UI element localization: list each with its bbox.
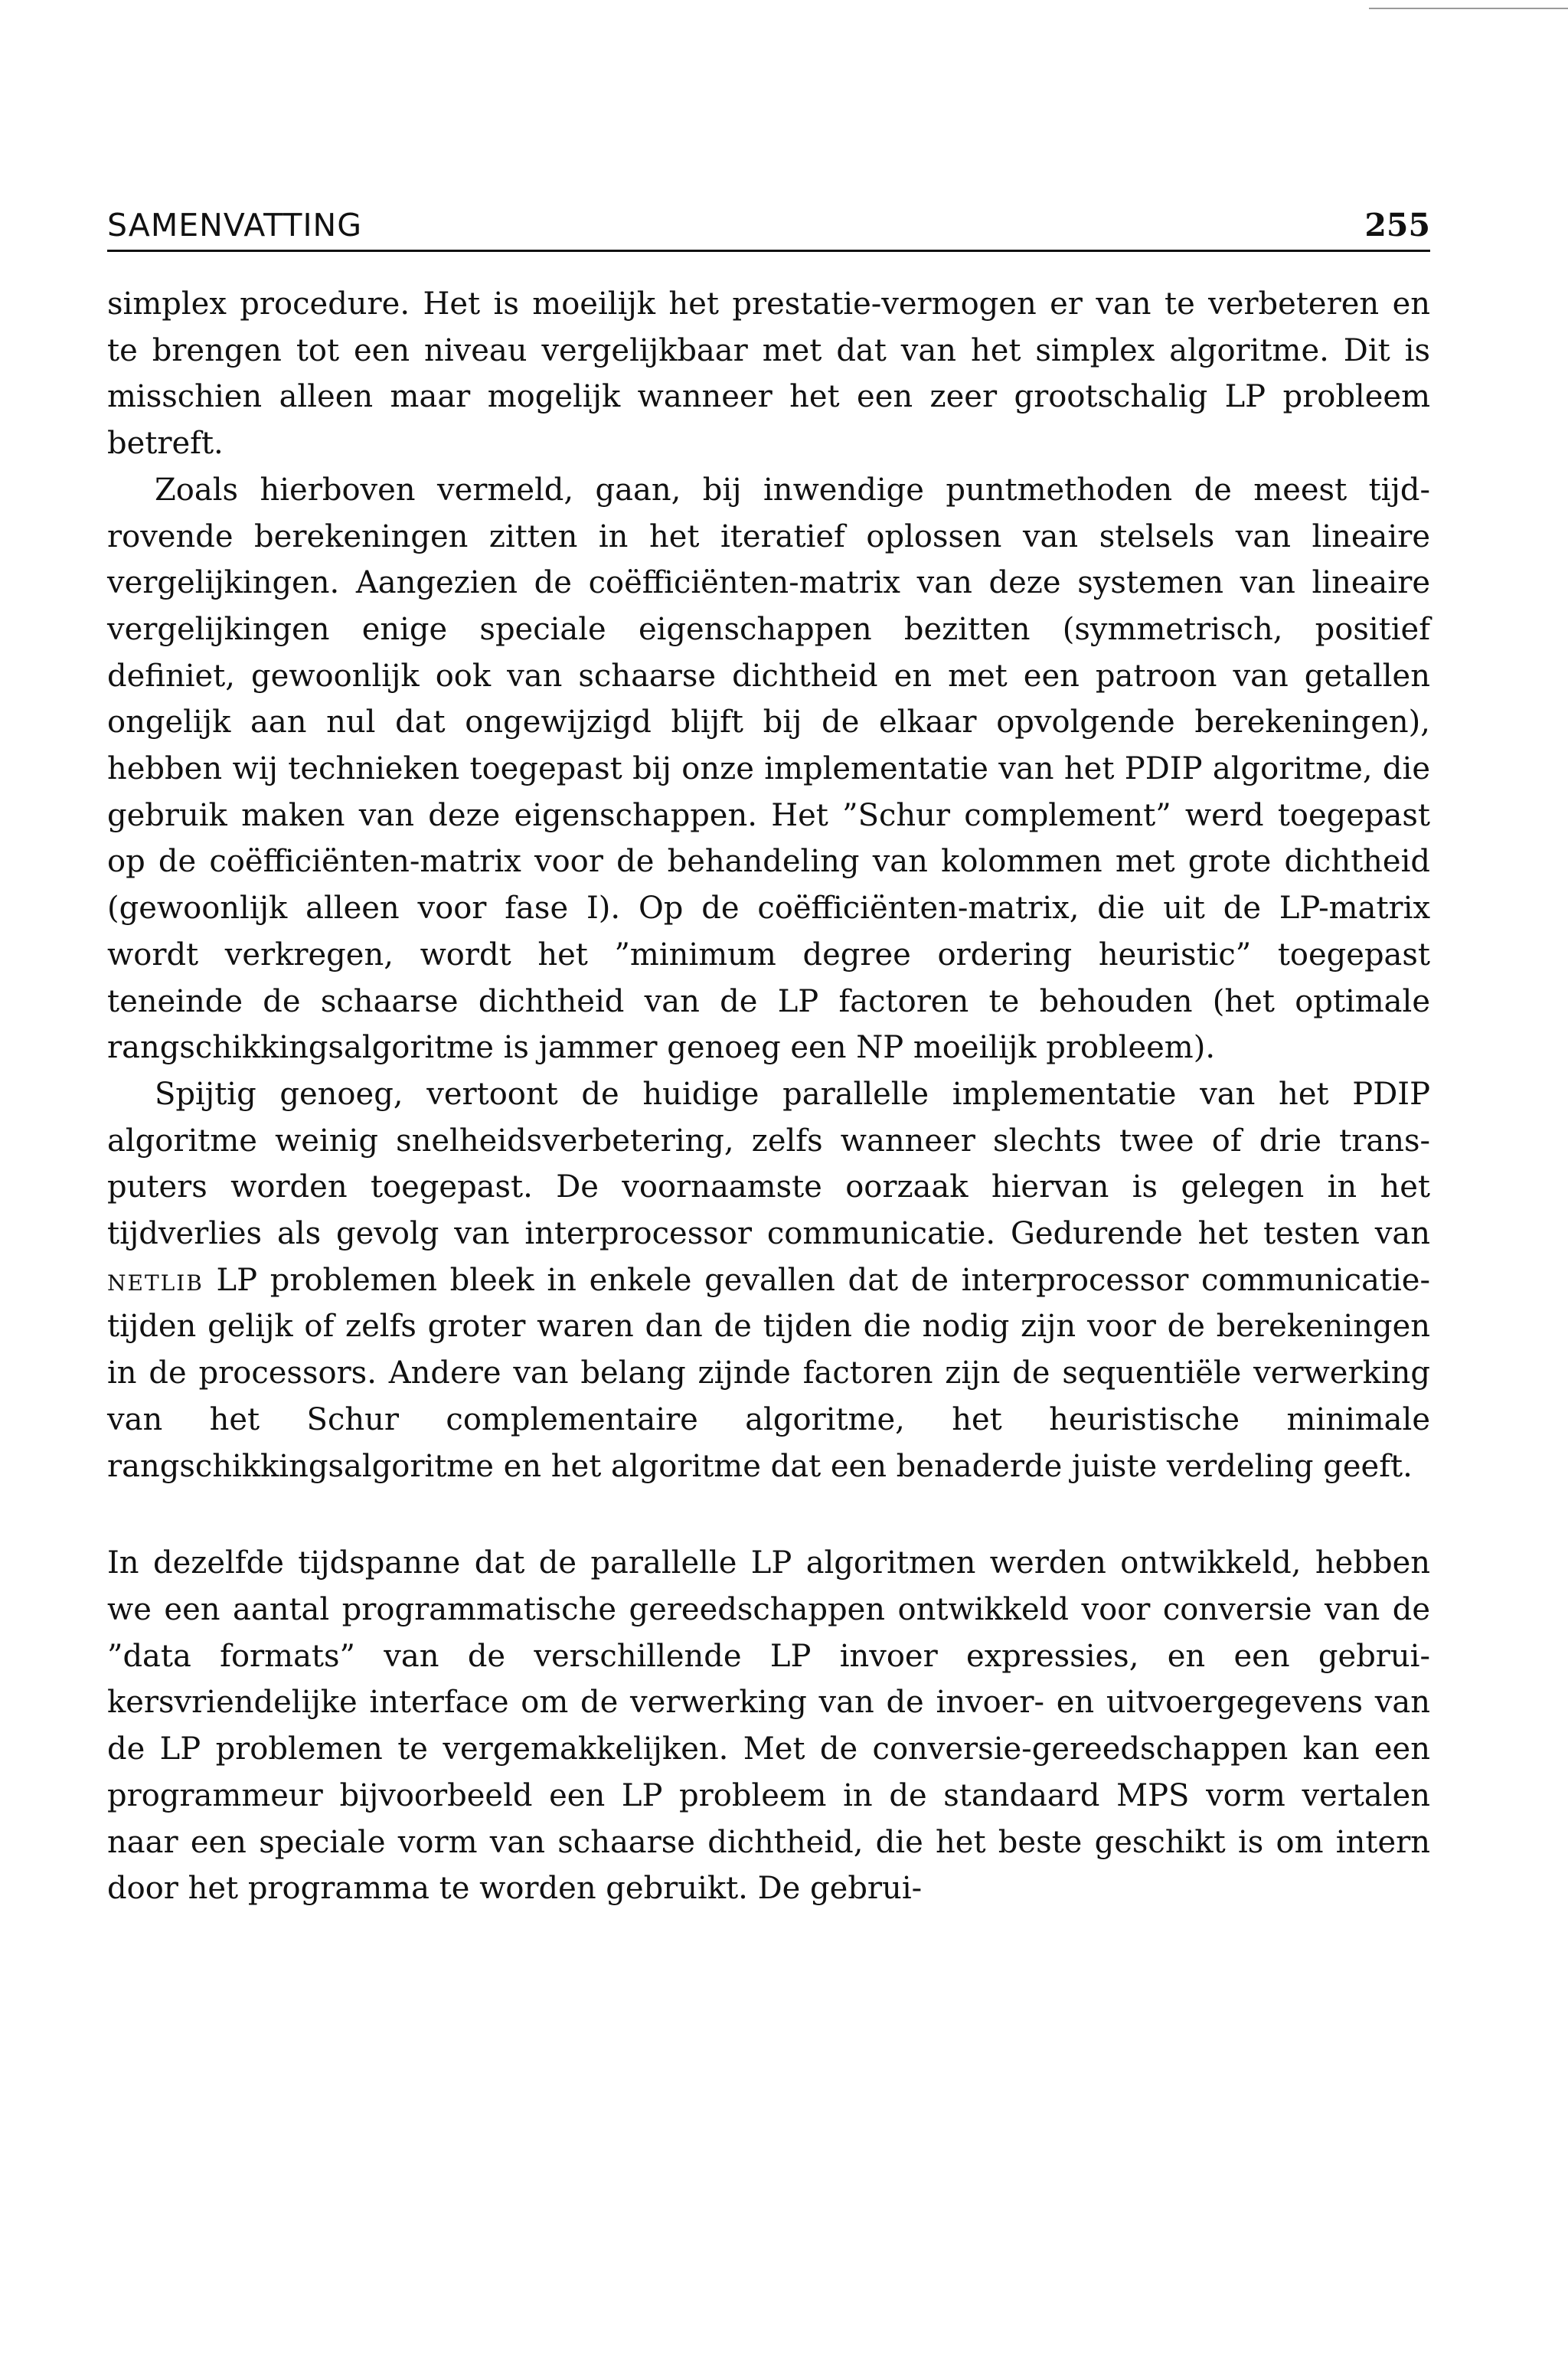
- paragraph-1: simplex procedure. Het is moeilijk het prestatie-vermogen er van te verbeteren en te brengen tot een niveau vergelijkbaar met dat van het simplex algoritme. Dit is misschien alleen maar mogelijk wanneer het een zeer grootschalig LP probleem betreft.: [107, 286, 1430, 462]
- paragraph-4: In dezelfde tijdspanne dat de parallelle LP algoritmen werden ontwikkeld, hebben we een aantal programmatische gereedschappen ontwikkeld voor conversie van de ”data formats” van de verschillende LP invoer expressies, en een gebruikersvriendelijke interface om de verwerking van de invoer- en uitvoergegevens van de LP problemen te vergemakkelijken. Met de conversie-gereedschappen kan een programmeur bijvoorbeeld een LP probleem in de standaard MPS vorm vertalen naar een speciale vorm van schaarse dichtheid, die het beste geschikt is om intern door het programma te worden gebruikt. De gebrui-: [107, 1545, 1430, 1907]
- running-header: [107, 207, 1430, 252]
- header-title: SAMENVATTING: [107, 207, 362, 244]
- document-page: [107, 207, 1430, 1912]
- page-number: 255: [1364, 207, 1430, 244]
- paragraph-2: Zoals hierboven vermeld, gaan, bij inwendige puntmethoden de meest tijdrovende berekeningen zitten in het iteratief oplossen van stelsels van lineaire vergelijkingen. Aangezien de coëfficiënten-matrix van deze systemen van lineaire vergelijkingen enige speciale eigenschappen bezitten (symmetrisch, positief definiet, gewoonlijk ook van schaarse dichtheid en met een patroon van getallen ongelijk aan nul dat ongewijzigd blijft bij de elkaar opvolgende berekeningen), hebben wij technieken toegepast bij onze implementatie van het PDIP algoritme, die gebruik maken van deze eigenschappen. Het ”Schur complement” werd toegepast op de coëfficiënten-matrix voor de behandeling van kolommen met grote dichtheid (gewoonlijk alleen voor fase I). Op de coëfficiënten-matrix, die uit de LP-matrix wordt verkregen, wordt het ”minimum degree ordering heuristic” toegepast teneinde de schaarse dichtheid van de LP factoren te behouden (het optimale rangschikkingsalgoritme is jammer genoeg een NP moeilijk probleem).: [107, 472, 1430, 1066]
- paragraph-3: [107, 1071, 1430, 1489]
- paragraph-3-part-1: Spijtig genoeg, vertoont de huidige parallelle implementatie van het PDIP algoritme weinig snelheidsverbetering, zelfs wanneer slechts twee of drie transputers worden toegepast. De voornaamste oorzaak hiervan is gelegen in het tijdverlies als gevolg van interprocessor communicatie. Gedurende het testen van: [107, 1076, 1430, 1252]
- netlib-term: netlib: [107, 1262, 204, 1298]
- paragraph-3-part-2: LP problemen bleek in enkele gevallen dat de interprocessor communicatie-tijden gelijk of zelfs groter waren dan de tijden die nodig zijn voor de berekeningen in de processors. Andere van belang zijnde factoren zijn de sequentiële verwerking van het Schur complementaire algoritme, het heuristische minimale rangschikkingsalgoritme en het algoritme dat een benaderde juiste verdeling geeft.: [107, 1262, 1430, 1484]
- scan-corner-rule: [1369, 8, 1568, 9]
- body-text: [107, 281, 1430, 1912]
